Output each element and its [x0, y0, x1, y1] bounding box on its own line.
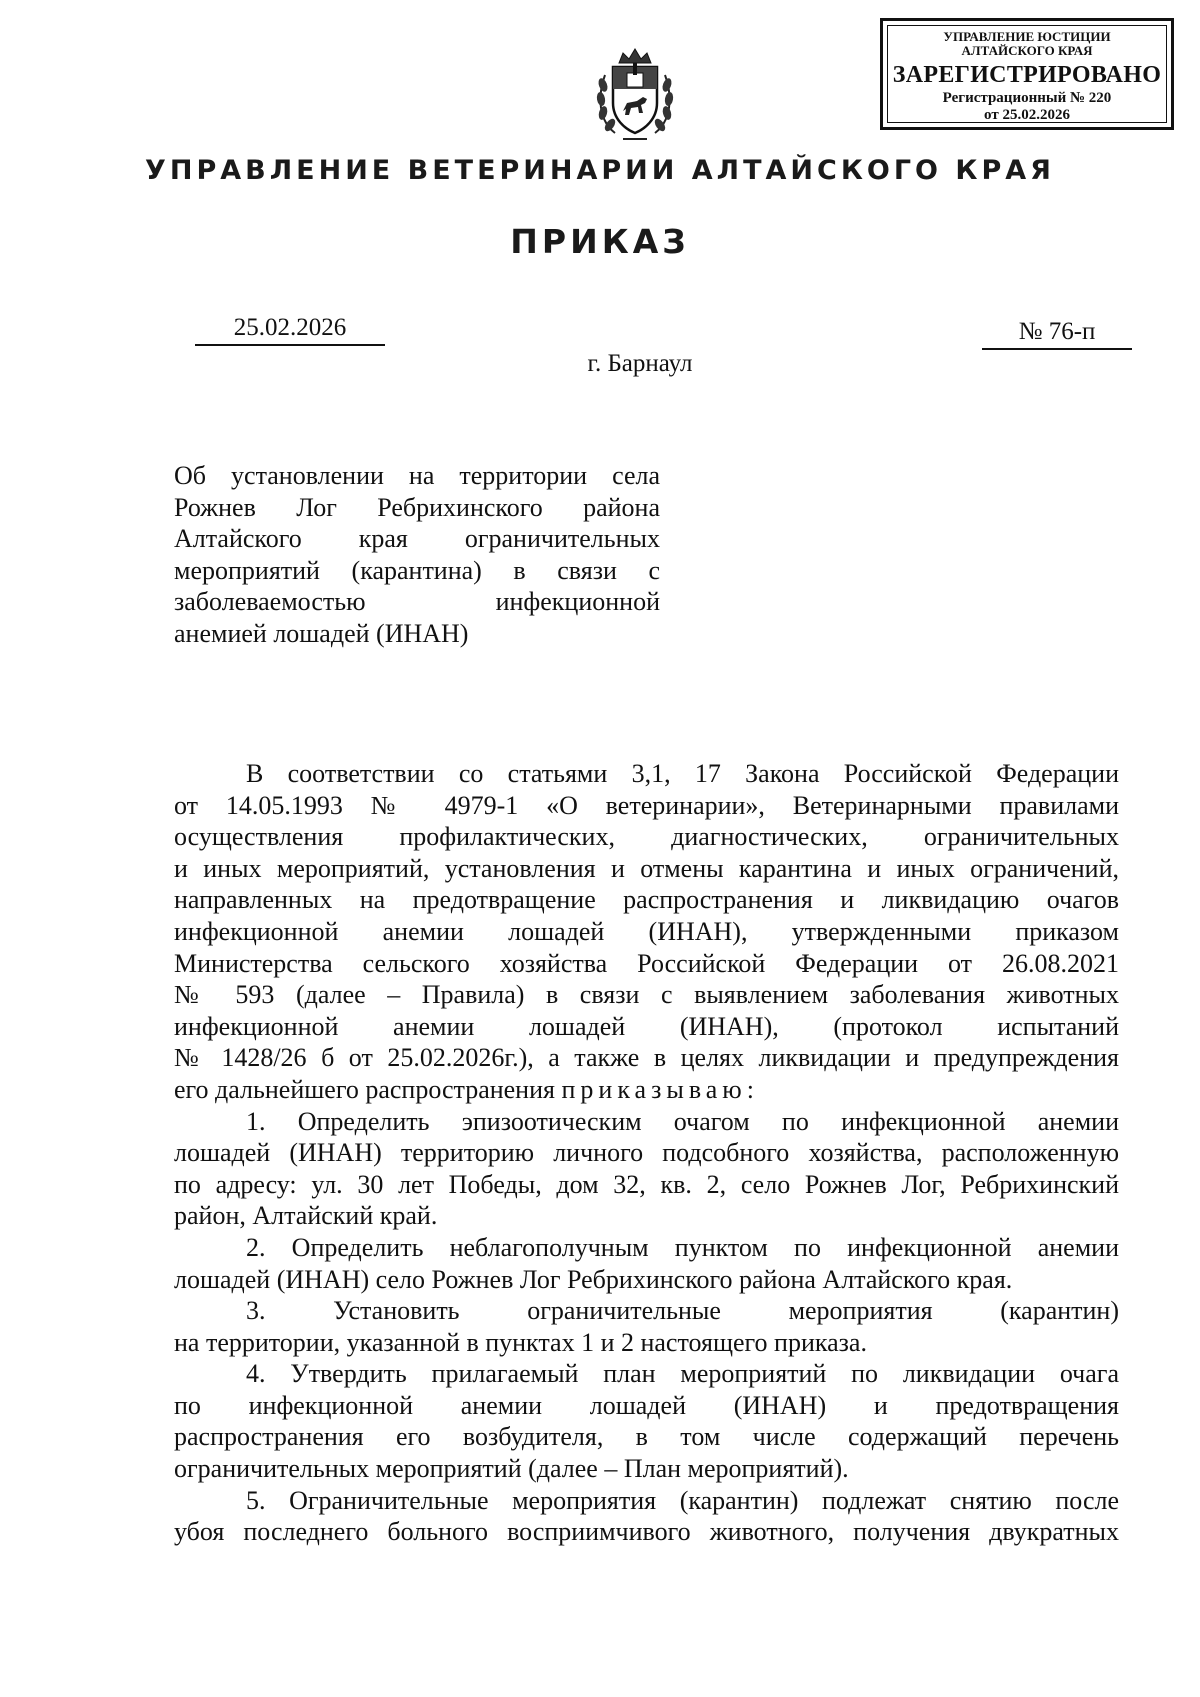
body-line: 4. Утвердить прилагаемый план мероприятий по ликвидации очага: [246, 1359, 1119, 1389]
body-line: инфекционной анемии лошадей (ИНАН), утвержденными приказом: [174, 916, 1119, 946]
body-line: 2. Определить неблагополучным пунктом по инфекционной анемии: [246, 1232, 1119, 1262]
subject-line: Рожнев Лог Ребрихинского района: [174, 492, 660, 522]
order-item-3: [174, 1295, 1119, 1358]
body-line: ограничительных мероприятий (далее – План мероприятий).: [174, 1454, 849, 1484]
order-item-4: [174, 1358, 1119, 1484]
order-item-1: [174, 1106, 1119, 1232]
order-item-5: [174, 1485, 1119, 1548]
body-line: лошадей (ИНАН) село Рожнев Лог Ребрихинского района Алтайского края.: [174, 1264, 1013, 1294]
document-number: № 76-п: [982, 318, 1132, 350]
document-type: ПРИКАЗ: [510, 222, 690, 261]
stamp-status: ЗАРЕГИСТРИРОВАНО: [892, 62, 1162, 88]
body-line: № 593 (далее – Правила) в связи с выявлением заболевания животных: [174, 980, 1119, 1010]
subject-line: Алтайского края ограничительных: [174, 524, 660, 553]
organization-name: УПРАВЛЕНИЕ ВЕТЕРИНАРИИ АЛТАЙСКОГО КРАЯ: [145, 155, 1055, 186]
preamble-last-text: его дальнейшего распространения: [174, 1074, 562, 1104]
body-line: 1. Определить эпизоотическим очагом по инфекционной анемии: [246, 1106, 1119, 1136]
body-line: [174, 1074, 1119, 1106]
body-line: В соответствии со статьями 3,1, 17 Закона Российской Федерации: [246, 759, 1119, 788]
subject-line: мероприятий (карантина) в связи с: [174, 555, 660, 585]
body-line: Министерства сельского хозяйства Российской Федерации от 26.08.2021: [174, 948, 1119, 978]
preamble-paragraph: [174, 758, 1119, 1106]
stamp-authority-line1: УПРАВЛЕНИЕ ЮСТИЦИИ: [943, 29, 1111, 44]
body-line: от 14.05.1993 № 4979-1 «О ветеринарии», Ветеринарными правилами: [174, 790, 1119, 820]
body-line: 3. Установить ограничительные мероприятия (карантин): [246, 1296, 1119, 1326]
body-line: осуществления профилактических, диагностических, ограничительных: [174, 822, 1119, 852]
body-line: убоя последнего больного восприимчивого животного, получения двукратных: [174, 1517, 1119, 1547]
order-item-2: [174, 1232, 1119, 1295]
body-line: по инфекционной анемии лошадей (ИНАН) и предотвращения: [174, 1390, 1119, 1420]
document-subject: [174, 460, 660, 649]
subject-line: заболеваемостью инфекционной: [174, 587, 660, 616]
stamp-reg-date: от 25.02.2026: [984, 107, 1070, 123]
registration-stamp: [880, 18, 1174, 130]
body-line: лошадей (ИНАН) территорию личного подсобного хозяйства, расположенную: [174, 1138, 1119, 1168]
body-line: на территории, указанной в пунктах 1 и 2 настоящего приказа.: [174, 1327, 867, 1357]
document-date: 25.02.2026: [195, 314, 385, 346]
document-body: [174, 758, 1119, 1548]
stamp-authority-line2: АЛТАЙСКОГО КРАЯ: [961, 43, 1093, 58]
stamp-inner-border: [887, 25, 1167, 123]
subject-line: анемией лошадей (ИНАН): [174, 618, 469, 648]
body-line: по адресу: ул. 30 лет Победы, дом 32, кв. 2, село Рожнев Лог, Ребрихинский: [174, 1169, 1119, 1199]
subject-line: Об установлении на территории села: [174, 461, 660, 490]
stamp-reg-number: Регистрационный № 220: [942, 90, 1112, 106]
body-line: инфекционной анемии лошадей (ИНАН), (протокол испытаний: [174, 1011, 1119, 1041]
coat-of-arms-icon: [593, 45, 677, 145]
body-line: и иных мероприятий, установления и отмены карантина и иных ограничений,: [174, 853, 1119, 883]
order-word: приказываю:: [561, 1074, 759, 1104]
document-city: г. Барнаул: [587, 350, 693, 377]
body-line: район, Алтайский край.: [174, 1201, 438, 1231]
body-line: распространения его возбудителя, в том числе содержащий перечень: [174, 1422, 1119, 1452]
body-line: направленных на предотвращение распространения и ликвидацию очагов: [174, 885, 1119, 915]
body-line: 5. Ограничительные мероприятия (карантин) подлежат снятию после: [246, 1485, 1119, 1515]
body-line: № 1428/26 б от 25.02.2026г.), а также в целях ликвидации и предупреждения: [174, 1043, 1119, 1073]
